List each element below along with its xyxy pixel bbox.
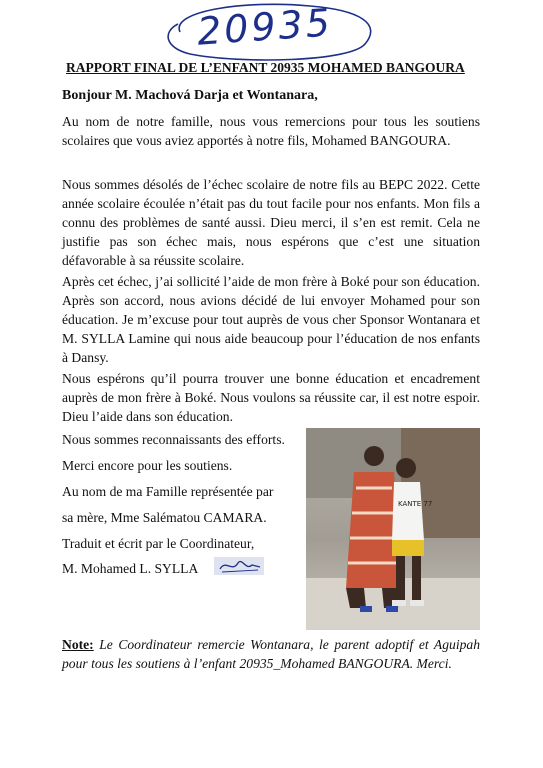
family-photo bbox=[306, 428, 480, 630]
handwritten-stamp bbox=[160, 2, 378, 64]
note-text: Le Coordinateur remercie Wontanara, le parent adoptif et Aguipah pour tous les soutiens à l’enfant 20935_Mohamed BANGOURA. Merci. bbox=[62, 637, 480, 671]
photo-illustration bbox=[306, 428, 480, 630]
note-label: Note: bbox=[62, 637, 94, 652]
paragraph-hope: Nous espérons qu’il pourra trouver une bonne éducation et encadrement auprès de mon frère à Boké. Nous voulons sa réussite car, il est notre espoir. Dieu l’aide dans son éducation. bbox=[62, 371, 480, 424]
closing-line: Traduit et écrit par le Coordinateur, bbox=[62, 536, 255, 551]
paragraph-exam-failure: Nous sommes désolés de l’échec scolaire de notre fils au BEPC 2022. Cette année scolaire écoulée n’était pas du tout facile pour nos enfants. Mon fils a connu des problèmes de santé aussi. Dieu merci, il s’en est remit. Cela ne justifie pas son échec mais, nous espérons que c’est une situation défavorable à sa réussite scolaire. bbox=[62, 177, 480, 268]
report-title: RAPPORT FINAL DE L’ENFANT 20935 MOHAMED BANGOURA bbox=[66, 60, 465, 75]
coordinator-name: M. Mohamed L. SYLLA bbox=[62, 561, 199, 576]
paragraph-thanks: Au nom de notre famille, nous vous remercions pour tous les soutiens scolaires que vous aviez apportés à notre fils, Mohamed BANGOURA. bbox=[62, 114, 480, 148]
closing-line: sa mère, Mme Salématou CAMARA. bbox=[62, 510, 267, 525]
closing-line: Merci encore pour les soutiens. bbox=[62, 458, 233, 473]
coordinator-note bbox=[62, 635, 480, 673]
greeting: Bonjour M. Machová Darja et Wontanara, bbox=[62, 88, 318, 103]
closing-line: Au nom de ma Famille représentée par bbox=[62, 484, 274, 499]
signature-icon bbox=[214, 555, 264, 577]
shirt-text: KANTE 77 bbox=[398, 500, 433, 508]
paragraph-uncle-help: Après cet échec, j’ai sollicité l’aide de mon frère à Boké pour son éducation. Après son accord, nous avions décidé de lui envoyer Mohamed pour son éducation. Je m’excuse pour tout auprès de vous cher Sponsor Wontanara et M. SYLLA Lamine qui nous aide beaucoup pour l’éducation de nos enfants à Dansy. bbox=[62, 274, 480, 365]
closing-line: Nous sommes reconnaissants des efforts. bbox=[62, 432, 285, 447]
handwritten-number: 20935 bbox=[195, 0, 335, 54]
